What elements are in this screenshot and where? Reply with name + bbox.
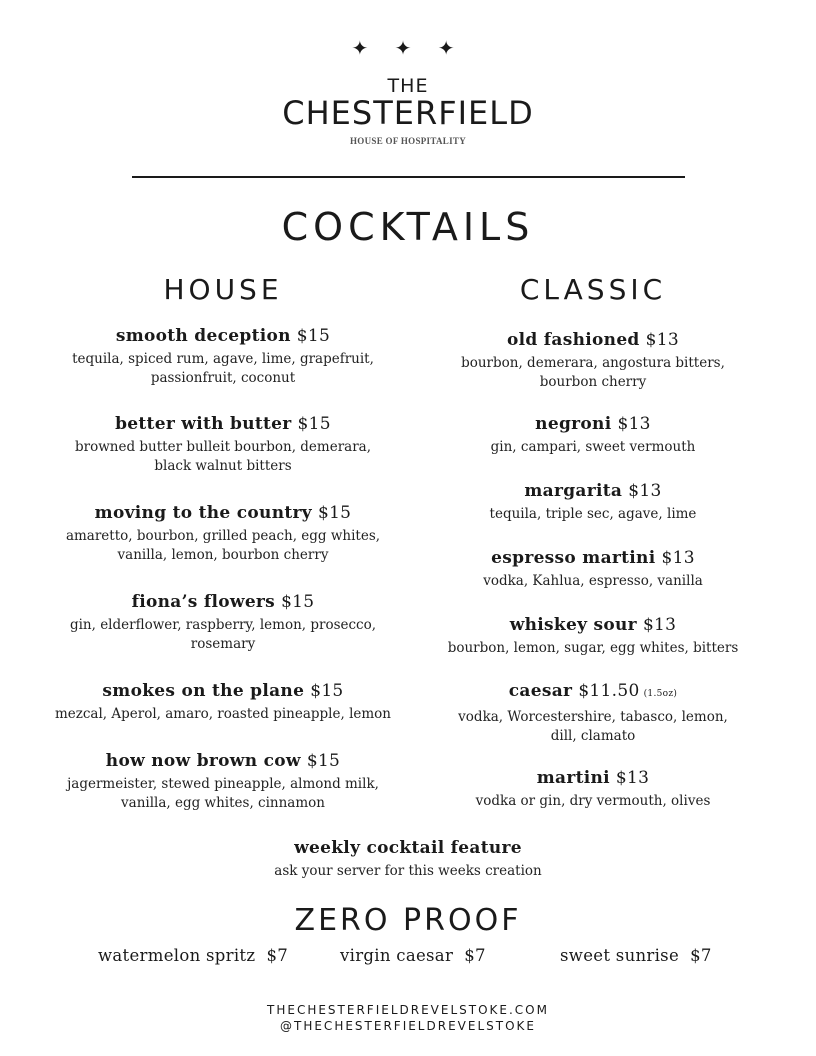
item-name: better with butter (115, 414, 292, 434)
menu-item (53, 750, 393, 813)
item-name: virgin caesar (340, 946, 454, 965)
item-name: watermelon spritz (98, 946, 256, 965)
menu-item (428, 480, 758, 524)
item-name: how now brown cow (105, 751, 301, 771)
menu-item (428, 767, 758, 811)
item-price: $11.50 (578, 681, 640, 701)
item-description: vodka, Worcestershire, tabasco, lemon, (458, 709, 728, 725)
item-name: sweet sunrise (560, 946, 680, 965)
weekly-feature (158, 837, 658, 881)
item-name: espresso martini (491, 548, 656, 568)
feature-name: weekly cocktail feature (294, 838, 522, 858)
item-name: whiskey sour (509, 615, 637, 635)
item-description: gin, campari, sweet vermouth (490, 439, 696, 455)
item-price: $15 (281, 592, 315, 612)
item-description: bourbon cherry (539, 374, 647, 390)
item-description: dill, clamato (550, 728, 636, 744)
item-description: vanilla, egg whites, cinnamon (121, 795, 325, 811)
item-description: bourbon, demerara, angostura bitters, (461, 355, 725, 371)
item-name: smokes on the plane (102, 681, 305, 701)
menu-item (53, 325, 393, 388)
item-name: smooth deception (115, 326, 291, 346)
menu-item (428, 614, 758, 658)
menu-item (428, 329, 758, 392)
item-price: $13 (661, 548, 695, 568)
menu-item (428, 680, 758, 746)
item-name: negroni (535, 414, 612, 434)
item-price: $15 (297, 414, 331, 434)
page-title: COCKTAILS (281, 205, 535, 249)
logo-stars-icon: ✦ ✦ ✦ (351, 36, 465, 60)
house-section-title: HOUSE (163, 273, 283, 306)
item-description: browned butter bulleit bourbon, demerara, (75, 439, 371, 455)
item-description: vanilla, lemon, bourbon cherry (117, 547, 329, 563)
item-description: tequila, spiced rum, agave, lime, grapefruit, (72, 351, 374, 367)
item-name: old fashioned (507, 330, 640, 350)
menu-item (53, 502, 393, 565)
item-price: $7 (266, 946, 289, 965)
zero-proof-item (560, 946, 712, 965)
item-description: vodka or gin, dry vermouth, olives (475, 793, 711, 809)
item-price: $15 (296, 326, 331, 346)
footer (0, 1002, 816, 1034)
logo-tagline: HOUSE OF HOSPITALITY (349, 136, 467, 146)
zero-proof-item (340, 946, 486, 965)
item-description: mezcal, Aperol, amaro, roasted pineapple, lemon (54, 706, 392, 722)
menu-item (53, 413, 393, 476)
feature-description: ask your server for this weeks creation (274, 863, 542, 879)
menu-item (53, 591, 393, 654)
item-price: $13 (628, 481, 662, 501)
item-description: passionfruit, coconut (150, 370, 296, 386)
classic-section-title: CLASSIC (519, 273, 667, 306)
item-description: rosemary (190, 636, 256, 652)
header-divider (132, 176, 685, 178)
zero-proof-title: ZERO PROOF (294, 903, 522, 938)
menu-item (428, 413, 758, 457)
menu-item (428, 547, 758, 591)
item-description: amaretto, bourbon, grilled peach, egg whites, (65, 528, 381, 544)
item-description: vodka, Kahlua, espresso, vanilla (483, 573, 703, 589)
item-name: fiona’s flowers (131, 592, 276, 612)
item-description: jagermeister, stewed pineapple, almond milk, (67, 776, 379, 792)
item-description: tequila, triple sec, agave, lime (489, 506, 697, 522)
website-link[interactable]: THECHESTERFIELDREVELSTOKE.COM (267, 1003, 549, 1017)
item-price: $7 (690, 946, 712, 965)
social-handle[interactable]: @THECHESTERFIELDREVELSTOKE (280, 1019, 536, 1033)
item-price: $15 (306, 751, 341, 771)
item-name: moving to the country (94, 503, 312, 523)
item-description: black walnut bitters (154, 458, 292, 474)
item-price: $15 (310, 681, 344, 701)
zero-proof-item (98, 946, 288, 965)
item-name: martini (536, 768, 610, 788)
item-description: gin, elderflower, raspberry, lemon, prosecco, (69, 617, 377, 633)
item-price: $15 (317, 503, 352, 523)
logo-name: CHESTERFIELD (282, 94, 534, 132)
item-price: $7 (464, 946, 486, 965)
item-name: margarita (524, 481, 623, 501)
item-price: $13 (615, 768, 650, 788)
item-description: bourbon, lemon, sugar, egg whites, bitters (447, 640, 739, 656)
item-name: caesar (508, 681, 573, 701)
menu-item (43, 680, 403, 724)
item-price: $13 (645, 330, 679, 350)
item-price: $13 (617, 414, 651, 434)
item-price: $13 (642, 615, 677, 635)
logo-the: THE (387, 75, 429, 97)
item-note: (1.5oz) (643, 689, 678, 699)
